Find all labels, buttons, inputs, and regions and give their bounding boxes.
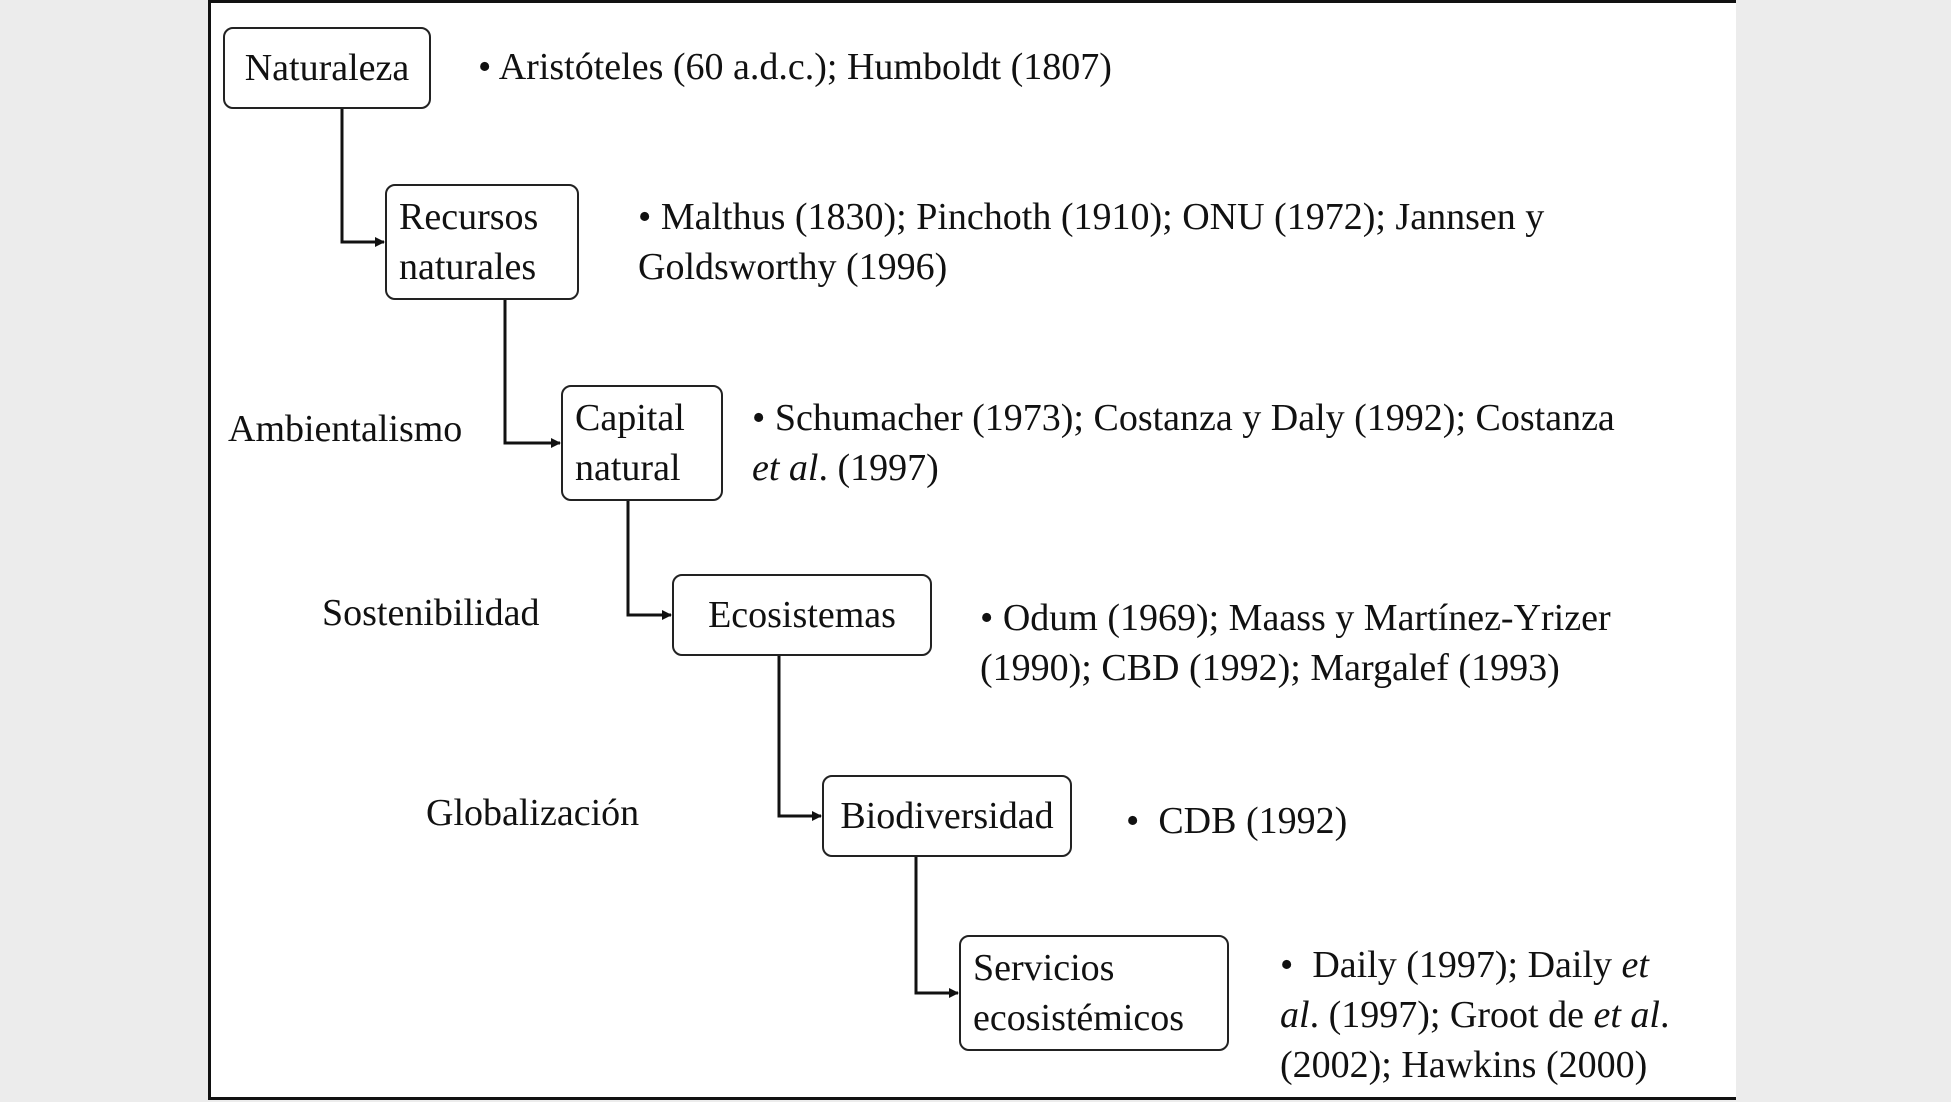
edge-ecosistemas-to-biodiversidad [779, 656, 821, 816]
bullet: • [638, 196, 652, 238]
reference-text: . (1997) [818, 447, 939, 489]
bullet: • [980, 597, 994, 639]
node-label: Capital natural [575, 397, 685, 489]
node-naturaleza [223, 27, 431, 109]
reference-servicios-ecosistemicos [1280, 940, 1669, 1090]
edge-naturaleza-to-recursos [342, 109, 384, 242]
node-label: Ecosistemas [708, 594, 896, 636]
node-capital-natural [561, 385, 723, 501]
bullet: • [1280, 944, 1294, 986]
node-recursos-naturales [385, 184, 579, 300]
edge-biodiversidad-to-servicios [916, 857, 958, 993]
reference-text: . [1659, 994, 1670, 1036]
edge-capital-to-ecosistemas [628, 501, 671, 615]
node-servicios-ecosistemicos [959, 935, 1229, 1051]
reference-etal: et al [752, 447, 819, 489]
node-biodiversidad [822, 775, 1072, 857]
node-label: Servicios ecosistémicos [973, 947, 1185, 1039]
bullet: • [478, 46, 492, 88]
side-label-sostenibilidad: Sostenibilidad [322, 592, 540, 634]
node-label: Biodiversidad [840, 795, 1054, 837]
reference-text: Odum (1969); Maass y Martínez-Yrizer [1002, 597, 1611, 639]
reference-text: Malthus (1830); Pinchoth (1910); ONU (1972); Jannsen y [660, 196, 1545, 238]
reference-text: CDB (1992) [1158, 800, 1348, 842]
reference-ecosistemas [980, 593, 1611, 693]
node-label: Recursos naturales [399, 196, 539, 288]
reference-text: (2002); Hawkins (2000) [1280, 1044, 1648, 1086]
reference-text: (1990); CBD (1992); Margalef (1993) [980, 647, 1560, 689]
edge-recursos-to-capital [505, 300, 560, 443]
bullet: • [1126, 800, 1140, 842]
node-label: Naturaleza [244, 47, 410, 89]
reference-recursos-naturales [638, 192, 1544, 292]
reference-text: . (1997); Groot de [1309, 994, 1594, 1036]
reference-text: Aristóteles (60 a.d.c.); Humboldt (1807) [498, 46, 1112, 88]
reference-biodiversidad [1126, 796, 1347, 846]
reference-etal: al [1280, 994, 1310, 1036]
reference-text: Goldsworthy (1996) [638, 246, 948, 288]
reference-naturaleza [478, 42, 1112, 92]
bullet: • [752, 397, 766, 439]
reference-etal: et [1621, 944, 1649, 986]
side-label-globalizacion: Globalización [426, 792, 640, 834]
side-label-ambientalismo: Ambientalismo [228, 408, 463, 450]
reference-text: Daily (1997); Daily [1312, 944, 1622, 986]
reference-etal: et al [1593, 994, 1660, 1036]
reference-capital-natural [752, 393, 1615, 493]
reference-text: Schumacher (1973); Costanza y Daly (1992); Costanza [774, 397, 1615, 439]
node-ecosistemas [672, 574, 932, 656]
